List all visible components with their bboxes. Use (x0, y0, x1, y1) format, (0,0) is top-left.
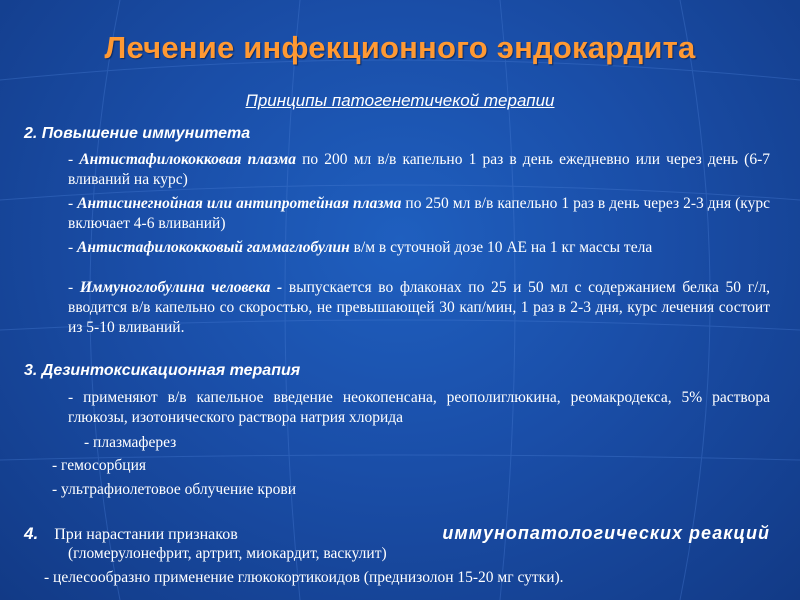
section-4-emphasis: иммунопатологических реакций (442, 523, 770, 543)
section-2-item: - Антистафилококковый гаммаглобулин в/м в суточной дозе 10 АЕ на 1 кг массы тела (68, 239, 653, 256)
section-4-number: 4. (24, 524, 39, 543)
section-3-item: - ультрафиолетовое облучение крови (52, 481, 297, 498)
section-3-heading: 3. Дезинтоксикационная терапия (24, 362, 301, 379)
section-4-heading (24, 523, 770, 544)
section-3-item: - применяют в/в капельное введение неокопенсана, реополиглюкина, реомакродекса, 5% раствора глюкозы, изотонического раствора натрия хлорида (68, 389, 770, 426)
section-4-conclusion: - целесообразно применение глюкокортикоидов (преднизолон 15-20 мг сутки). (44, 569, 564, 586)
slide-subtitle: Принципы патогенетичекой терапии (245, 91, 555, 110)
section-4-paren: (гломерулонефрит, артрит, миокардит, васкулит) (68, 545, 387, 562)
section-2-item: - Иммуноглобулина человека - выпускается во флаконах по 25 и 50 мл с содержанием белка 50 г/л, вводится в/в капельно со скоростью, не превышающей 30 кап/мин, 1 раз в 2-3 дня, курс лечения состоит из 5-10 вливаний. (68, 279, 770, 336)
slide-title: Лечение инфекционного эндокардита (104, 30, 696, 65)
section-2-item: - Антистафилококковая плазма по 200 мл в/в капельно 1 раз в день ежедневно или через день (6-7 вливаний на курс) (68, 151, 771, 188)
section-3-item: - гемосорбция (52, 457, 146, 474)
section-3-item: - плазмаферез (84, 434, 177, 451)
section-2-item: - Антисинегнойная или антипротейная плазма по 250 мл в/в капельно 1 раз в день через 2-3 дня (курс включает 4-6 вливаний) (68, 195, 770, 232)
section-4-lead: При нарастании признаков (54, 526, 238, 543)
section-2-heading: 2. Повышение иммунитета (24, 125, 251, 142)
